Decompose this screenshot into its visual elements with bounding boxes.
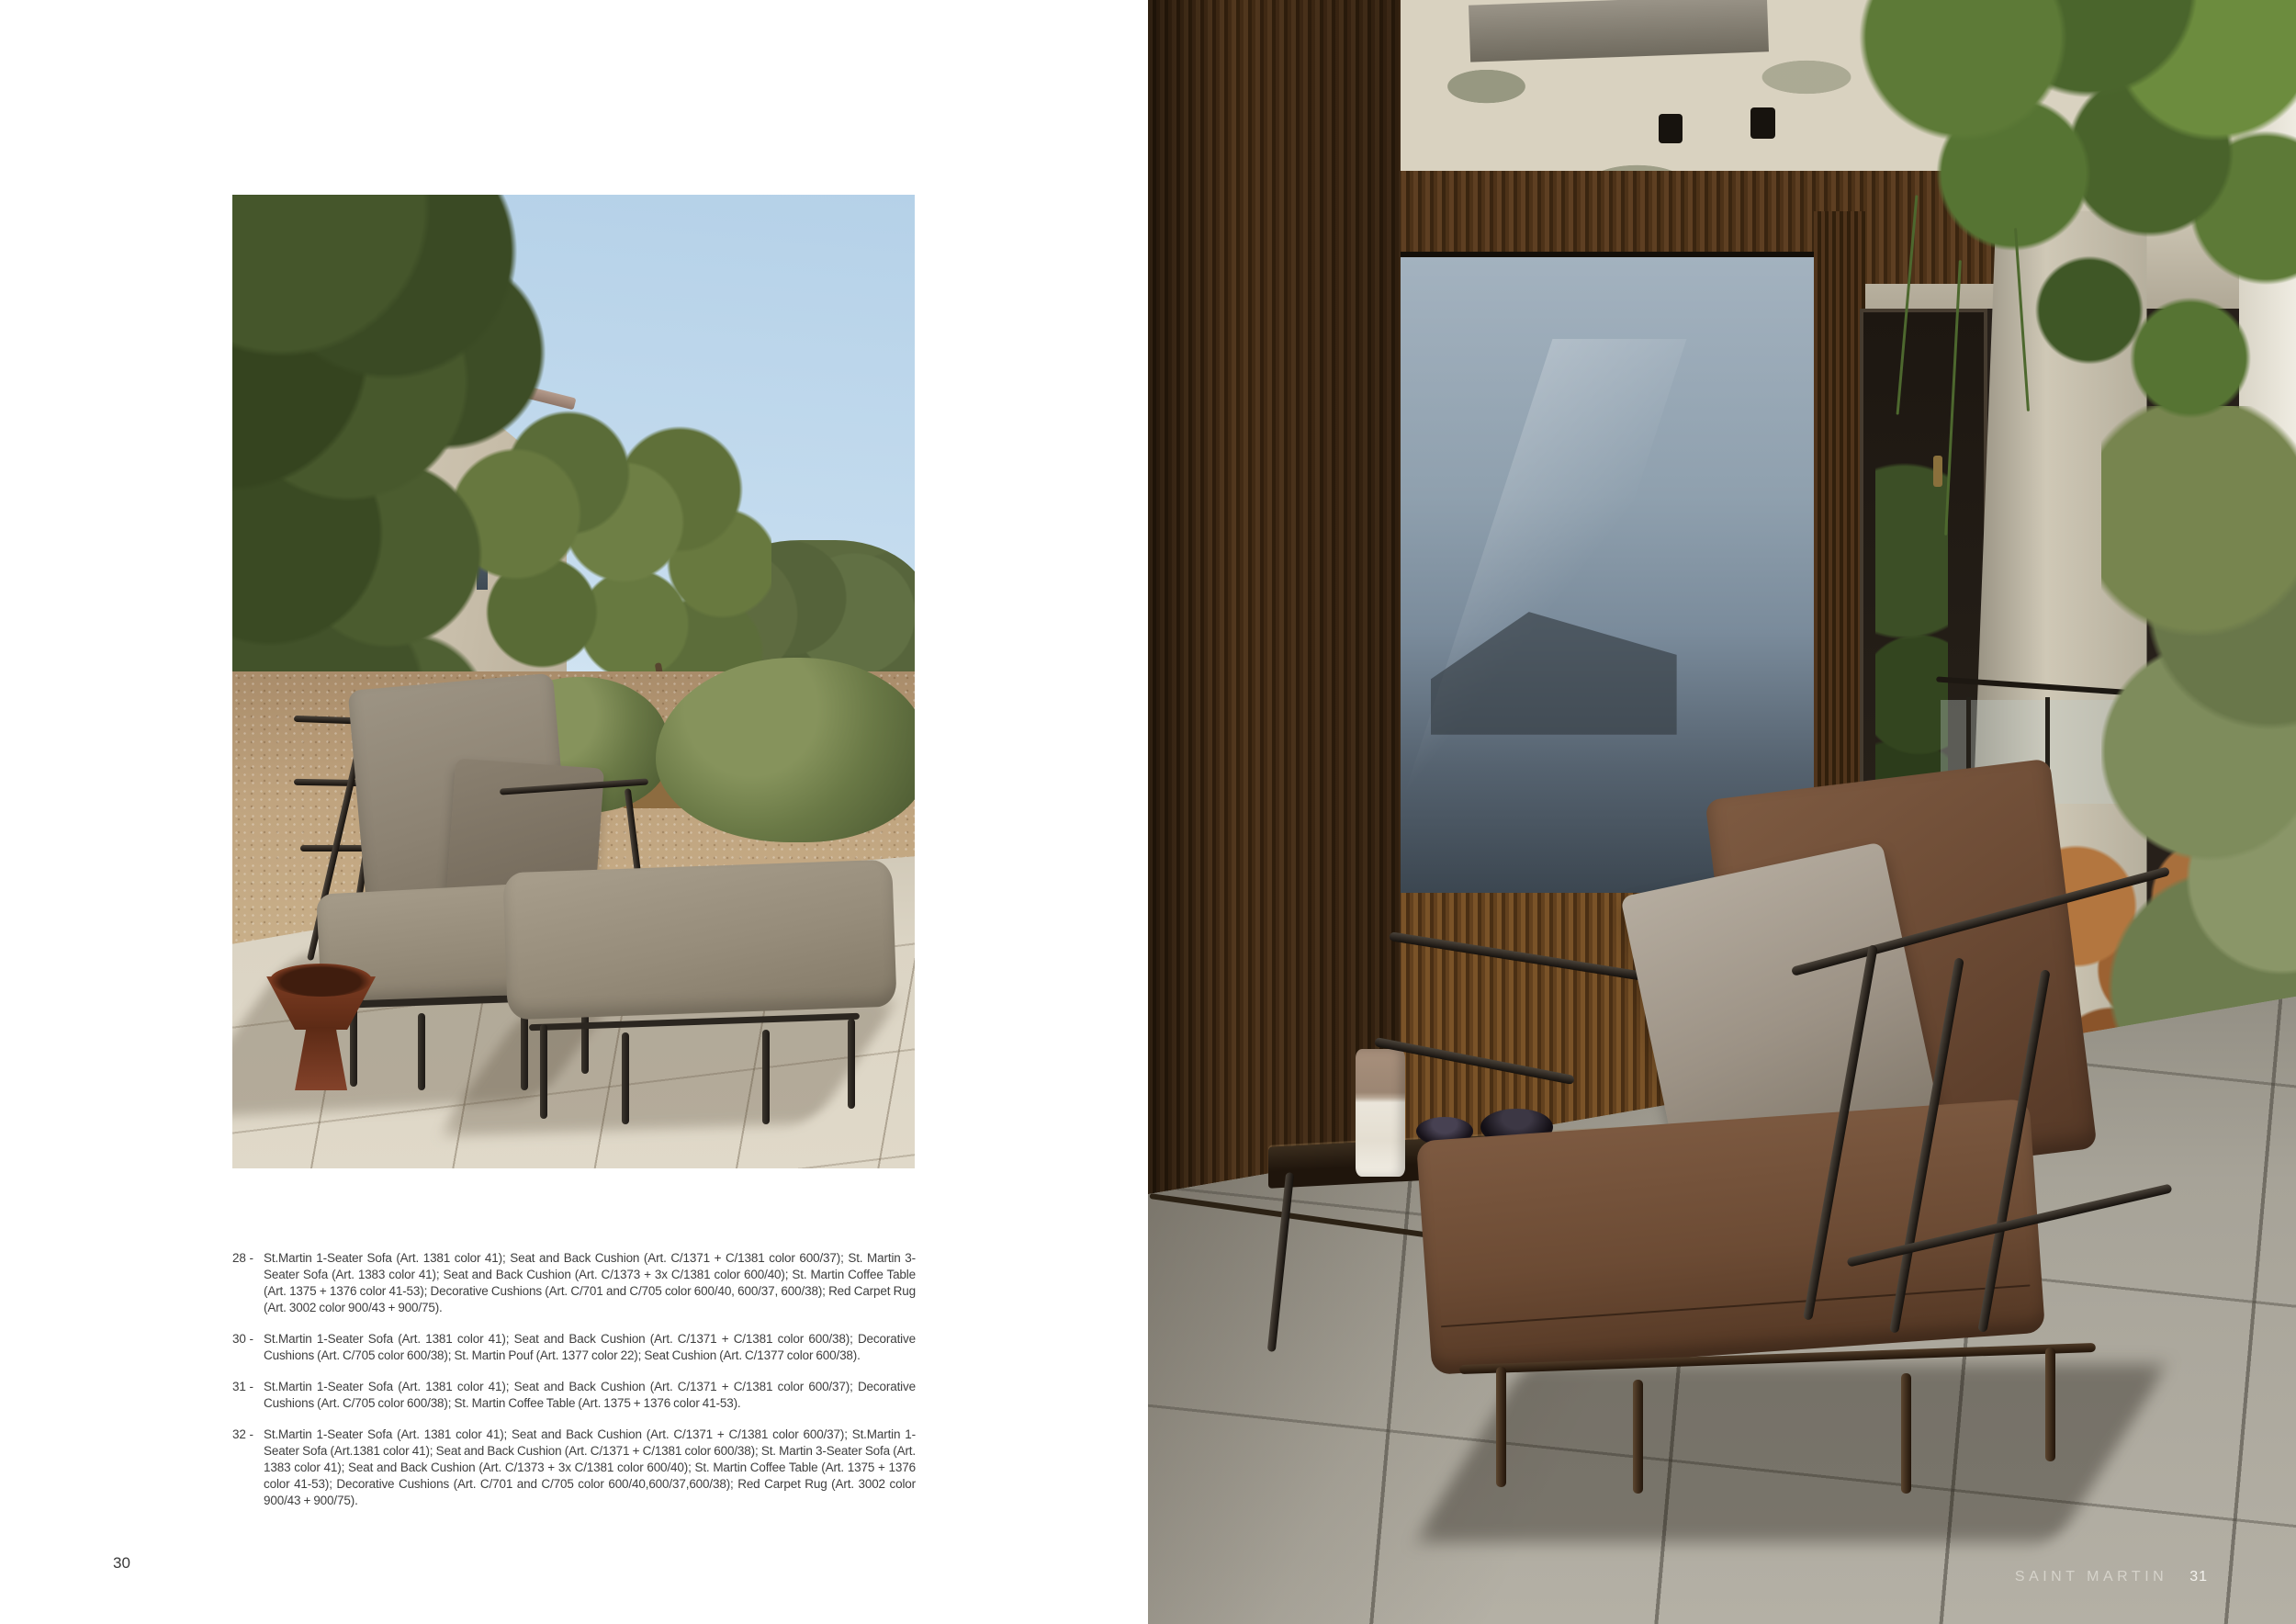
garden-photo (232, 195, 915, 1168)
ceiling-light (1750, 107, 1775, 139)
ottoman-leg (540, 1024, 547, 1119)
ceiling-light (1659, 114, 1683, 143)
ottoman-cushion (503, 860, 897, 1021)
chair-leg (418, 1013, 425, 1091)
page-number-right: 31 (2189, 1569, 2208, 1585)
roof-fascia (1469, 0, 1769, 62)
caption-text: St.Martin 1-Seater Sofa (Art. 1381 color 41); Seat and Back Cushion (Art. C/1371 + C/1381 color 600/37); Decorative Cushions (Art. C/705 color 600/38); St. Martin Coffee Table (Art. 1375 + 1376 color 41-53). (264, 1380, 916, 1410)
caption-item-31 (232, 1379, 916, 1412)
chair-leg (1633, 1380, 1643, 1494)
caption-number: 30 - (232, 1332, 253, 1346)
caption-number: 32 - (232, 1427, 253, 1441)
woven-side-bowl (266, 964, 376, 1090)
caption-text: St.Martin 1-Seater Sofa (Art. 1381 color 41); Seat and Back Cushion (Art. C/1371 + C/1381 color 600/38); Decorative Cushions (Art. C/705 color 600/38); St. Martin Pouf (Art. 1377 color 22); Seat Cushion (Art. C/1377 color 600/38). (264, 1332, 916, 1362)
caption-item-32 (232, 1427, 916, 1509)
chair-leg (1496, 1367, 1506, 1487)
one-seater-sofa-brown (1424, 829, 2147, 1462)
cushion-seam (1441, 1284, 2030, 1327)
page-number-left: 30 (113, 1554, 130, 1572)
caption-item-30 (232, 1331, 916, 1364)
ottoman-leg (848, 1019, 855, 1108)
caption-text: St.Martin 1-Seater Sofa (Art. 1381 color 41); Seat and Back Cushion (Art. C/1371 + C/1381 color 600/37); St.Martin 1-Seater Sofa (Art.1381 color 41); Seat and Back Cushion (Art. C/1371 + C/1381 color 600/38); St. Martin 3-Seater Sofa (Art. 1383 color 41); Seat and Back Cushion (Art. C/1373 + 3x C/1381 color 600/40); St. Martin Coffee Table (Art. 1375 + 1376 color 41-53); Decorative Cushions (Art. C/701 and C/705 color 600/40,600/37,600/38); Red Carpet Rug (Art. 3002 color 900/43 + 900/75). (264, 1427, 916, 1507)
caption-number: 31 - (232, 1380, 253, 1393)
pouf-ottoman (505, 866, 895, 1129)
wood-slat-column (1148, 0, 1401, 1210)
table-leg (1266, 1172, 1293, 1352)
ottoman-leg (762, 1030, 770, 1124)
bowl-foot (295, 1027, 347, 1090)
terrace-photo (1148, 0, 2296, 1624)
caption-list (232, 1250, 916, 1524)
chair-leg (1901, 1373, 1911, 1494)
brand-name: SAINT MARTIN (2014, 1569, 2168, 1585)
window-reflection (1398, 339, 1687, 817)
chair-leg (2045, 1348, 2055, 1461)
caption-text: St.Martin 1-Seater Sofa (Art. 1381 color 41); Seat and Back Cushion (Art. C/1371 + C/1381 color 600/37); St. Martin 3-Seater Sofa (Art. 1383 color 41); Seat and Back Cushion (Art. C/1373 + 3x C/1381 color 600/40); St. Martin Coffee Table (Art. 1375 + 1376 color 41-53); Decorative Cushions (Art. C/701 and C/705 color 600/40, 600/37, 600/38); Red Carpet Rug (Art. 3002 color 900/43 + 900/75). (264, 1251, 916, 1314)
shadow-overlay (1148, 0, 1401, 1210)
caption-number: 28 - (232, 1251, 253, 1265)
brand-footer (2015, 1569, 2208, 1585)
caption-item-28 (232, 1250, 916, 1316)
ottoman-leg (622, 1032, 629, 1124)
ceramic-vase (1356, 1049, 1405, 1176)
